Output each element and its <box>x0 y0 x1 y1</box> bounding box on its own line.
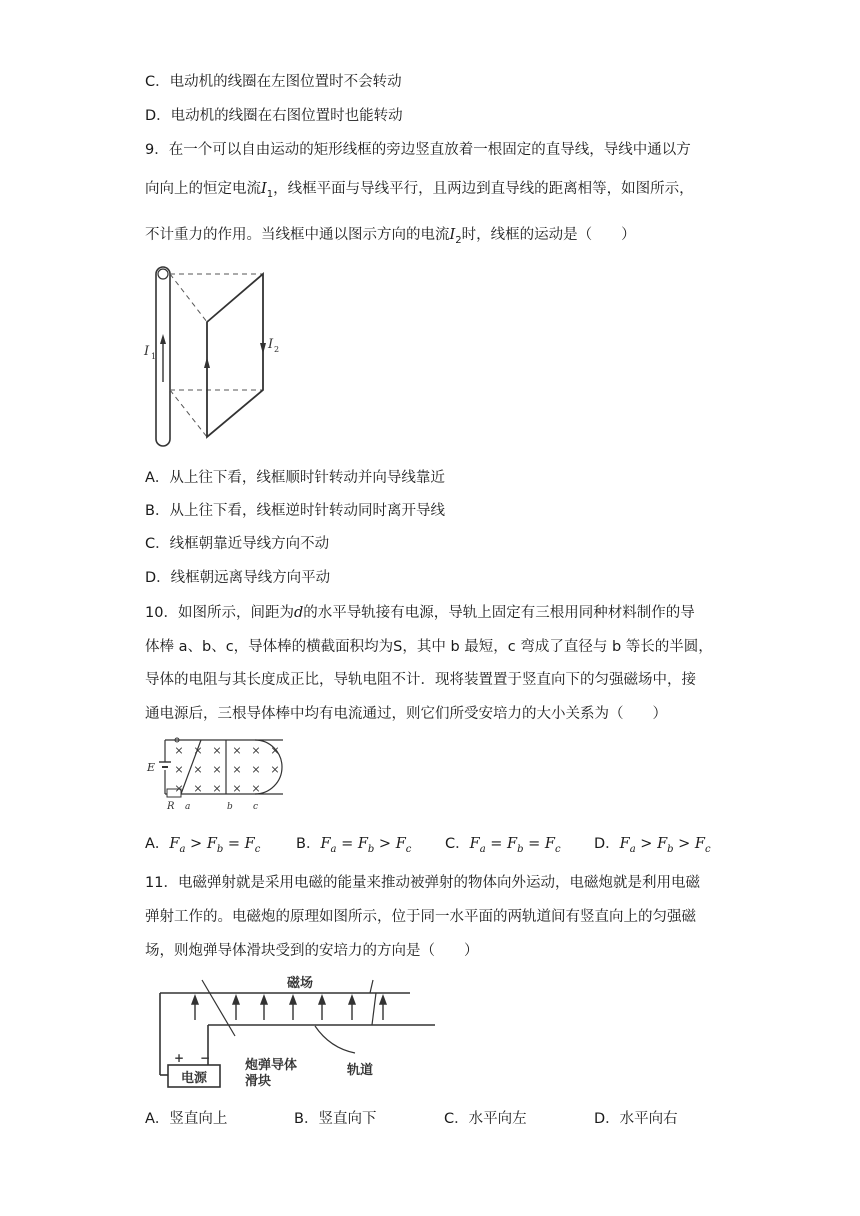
slider-label-line-1: 炮弹导体 <box>245 1058 298 1073</box>
q10-stem-line-1 <box>145 603 695 623</box>
q11-stem-line-2: 弹射工作的。电磁炮的原理如图所示，位于同一水平面的两轨道间有竖直向上的匀强磁 <box>145 909 696 925</box>
label-b: b <box>227 802 233 812</box>
q10-spacing-symbol: d <box>293 605 304 621</box>
rail-label: 轨道 <box>347 1063 374 1078</box>
q9-option-c: C．线框朝靠近导线方向不动 <box>145 536 330 552</box>
power-source-label: 电源 <box>180 1071 208 1086</box>
q10-option-d-label: D． <box>594 836 620 852</box>
q11-option-b: B．竖直向下 <box>294 1111 377 1127</box>
q8-option-d: D．电动机的线圈在右图位置时也能转动 <box>145 108 403 124</box>
minus-terminal: − <box>199 1051 211 1065</box>
q10-option-b <box>296 834 411 860</box>
q10-option-a-label: A． <box>145 836 170 852</box>
q9-stem-text: 时，线框的运动是（ ） <box>461 227 636 243</box>
i1-arrowhead <box>160 334 166 344</box>
q9-option-a: A．从上往下看，线框顺时针转动并向导线靠近 <box>145 470 445 486</box>
field-cross: × <box>232 744 242 757</box>
q11-option-d: D．水平向右 <box>594 1111 678 1127</box>
q10-stem-line-3: 导体的电阻与其长度成正比，导轨电阻不计．现将装置置于竖直向下的匀强磁场中，接 <box>145 672 696 688</box>
q10-stem-line-2: 体棒 a、b、c，导体棒的横截面积均为S，其中 b 最短，c 弯成了直径与 b 等长的半圆， <box>145 639 713 655</box>
field-cross: × <box>270 744 280 757</box>
slider-pointer <box>202 980 235 1036</box>
q9-option-d: D．线框朝远离导线方向平动 <box>145 570 331 586</box>
wire-top-end <box>158 269 168 279</box>
frame-near-side-arrow <box>204 357 210 368</box>
q8-option-c: C．电动机的线圈在左图位置时不会转动 <box>145 74 402 90</box>
q10-stem-text: 10．如图所示，间距为 <box>145 605 294 621</box>
q9-stem-text: ，线框平面与导线平行，且两边到直导线的距离相等，如图所示， <box>273 181 694 197</box>
label-i1: I <box>144 344 150 359</box>
q11-stem-line-1: 11．电磁弹射就是采用电磁的能量来推动被弹射的物体向外运动，电磁炮就是利用电磁 <box>145 875 700 891</box>
q10-option-d <box>594 834 711 860</box>
field-cross: × <box>212 763 222 776</box>
field-cross: × <box>193 763 203 776</box>
field-cross: × <box>251 782 261 795</box>
q9-stem-text: 不计重力的作用。当线框中通以图示方向的电流 <box>145 227 450 243</box>
label-e: E <box>147 761 156 774</box>
magnetic-field-label: 磁场 <box>286 976 314 991</box>
rail-pointer-line <box>372 993 376 1025</box>
field-cross: × <box>174 744 184 757</box>
q10-option-c-expr: $F_a = F_b = F_c$ <box>469 836 561 855</box>
q9-stem-line-1: 9．在一个可以自由运动的矩形线框的旁边竖直放着一根固定的直导线，导线中通以方 <box>145 142 691 158</box>
q11-option-a: A．竖直向上 <box>145 1111 228 1127</box>
q9-current-i1-subscript: 1 <box>266 188 274 200</box>
q10-option-c <box>445 834 561 860</box>
field-cross: × <box>212 744 222 757</box>
field-cross: × <box>193 744 203 757</box>
q9-option-b: B．从上往下看，线框逆时针转动同时离开导线 <box>145 503 445 519</box>
q11-stem-line-3: 场，则炮弹导体滑块受到的安培力的方向是（ ） <box>145 943 479 959</box>
field-cross: × <box>251 763 261 776</box>
field-arrows <box>192 996 386 1020</box>
rail-pointer-line <box>315 1026 355 1053</box>
label-i2-subscript: 2 <box>274 345 280 354</box>
field-cross: × <box>212 782 222 795</box>
q9-stem-line-2 <box>145 179 694 205</box>
q10-option-b-label: B． <box>296 836 321 852</box>
q10-stem-text: 的水平导轨接有电源，导轨上固定有三根用同种材料制作的导 <box>303 605 695 621</box>
dashed-bottom-front <box>170 390 207 437</box>
slider-label-line-2: 滑块 <box>245 1074 272 1089</box>
label-i1-subscript: 1 <box>151 352 157 361</box>
q10-option-c-label: C． <box>445 836 470 852</box>
field-cross: × <box>251 744 261 757</box>
frame-far-side-arrow <box>260 343 266 354</box>
q11-railgun-figure <box>150 968 450 1098</box>
q9-current-i2-subscript: 2 <box>455 234 462 246</box>
q10-stem-line-4: 通电源后，三根导体棒中均有电流通过，则它们所受安培力的大小关系为（ ） <box>145 706 667 722</box>
q9-current-i2-symbol: I <box>449 227 456 243</box>
q9-stem-line-3 <box>145 225 636 251</box>
q9-stem-text: 向向上的恒定电流 <box>145 181 261 197</box>
field-cross: × <box>193 782 203 795</box>
label-r: R <box>167 801 175 812</box>
field-cross: × <box>174 763 184 776</box>
q10-rail-circuit-figure <box>143 734 293 814</box>
q11-option-c: C．水平向左 <box>444 1111 527 1127</box>
label-c: c <box>253 802 259 812</box>
q10-option-d-expr: $F_a > F_b > F_c$ <box>619 836 711 855</box>
q10-option-a-expr: $F_a > F_b = F_c$ <box>169 836 261 855</box>
rectangular-frame <box>207 274 263 437</box>
plus-terminal: + <box>173 1051 185 1065</box>
label-a: a <box>185 802 191 812</box>
label-i2: I <box>268 337 274 352</box>
field-cross: × <box>232 782 242 795</box>
q10-option-b-expr: $F_a = F_b > F_c$ <box>320 836 412 855</box>
field-cross: × <box>232 763 242 776</box>
field-cross: × <box>174 782 184 795</box>
field-cross: × <box>270 763 280 776</box>
q9-wire-frame-figure <box>140 262 290 452</box>
rail-pointer <box>370 980 373 993</box>
q10-option-a <box>145 834 260 860</box>
dashed-top-front <box>170 274 207 322</box>
q9-current-i1-symbol: I <box>261 181 267 197</box>
